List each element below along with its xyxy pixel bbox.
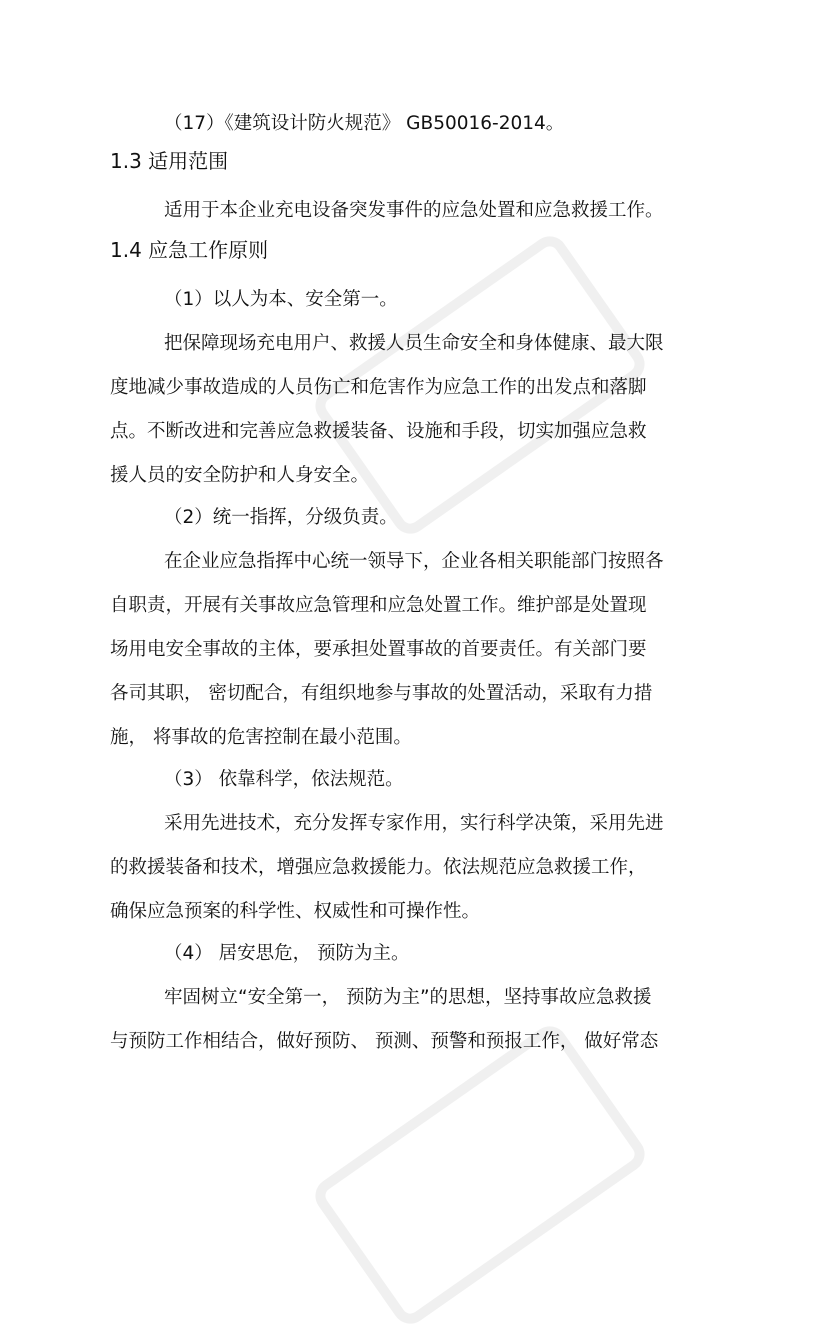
paragraph-line: 自职责，开展有关事故应急管理和应急处置工作。维护部是处置现 [110, 595, 647, 616]
principle-2-title: （2）统一指挥，分级负责。 [164, 507, 398, 528]
section-1-3-body: 适用于本企业充电设备突发事件的应急处置和应急救援工作。 [164, 200, 664, 221]
section-heading-1-4: 1.4 应急工作原则 [110, 238, 269, 262]
paragraph-line: 场用电安全事故的主体，要承担处置事故的首要责任。有关部门要 [110, 639, 647, 660]
paragraph-line: 的救援装备和技术，增强应急救援能力。依法规范应急救援工作， [110, 857, 647, 878]
paragraph-line: 各司其职， 密切配合，有组织地参与事故的处置活动，采取有力措 [110, 683, 653, 704]
paragraph-line: 施， 将事故的危害控制在最小范围。 [110, 727, 412, 748]
paragraph-line: 牢固树立“安全第一， 预防为主”的思想，坚持事故应急救援 [164, 987, 652, 1008]
principle-1-title: （1）以人为本、安全第一。 [164, 289, 398, 310]
paragraph-line: 度地减少事故造成的人员伤亡和危害作为应急工作的出发点和落脚 [110, 377, 647, 398]
paragraph-line: 援人员的安全防护和人身安全。 [110, 465, 370, 486]
paragraph-line: 在企业应急指挥中心统一领导下，企业各相关职能部门按照各 [164, 551, 664, 572]
section-heading-1-3: 1.3 适用范围 [110, 149, 229, 173]
paragraph-line: 把保障现场充电用户、救援人员生命安全和身体健康、最大限 [164, 333, 664, 354]
paragraph-line: 与预防工作相结合，做好预防、 预测、预警和预报工作， 做好常态 [110, 1031, 659, 1052]
principle-3-title: （3） 依靠科学，依法规范。 [164, 769, 404, 790]
paragraph-line: 采用先进技术，充分发挥专家作用，实行科学决策，采用先进 [164, 813, 664, 834]
principle-4-title: （4） 居安思危， 预防为主。 [164, 943, 410, 964]
paragraph-line: 确保应急预案的科学性、权威性和可操作性。 [110, 901, 481, 922]
paragraph-line: 点。不断改进和完善应急救援装备、设施和手段，切实加强应急救 [110, 421, 647, 442]
reference-item-17: （17）《建筑设计防火规范》 GB50016-2014。 [164, 113, 565, 134]
